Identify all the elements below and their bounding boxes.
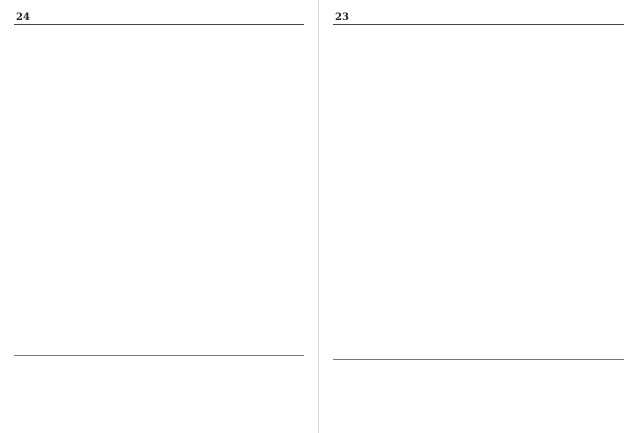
text-line: [333, 230, 624, 240]
text-line: [333, 201, 624, 211]
text-line: [14, 88, 304, 98]
footnote-line: [14, 360, 304, 368]
text-line: [333, 343, 624, 353]
text-line: [333, 244, 624, 254]
text-line: [333, 130, 624, 140]
left-page-body-after-heading: [14, 239, 304, 348]
left-page-body: [14, 31, 304, 211]
right-page-header: [333, 10, 624, 25]
text-line: [333, 173, 624, 183]
text-line: [333, 88, 624, 98]
text-line: [333, 31, 624, 41]
text-line: [14, 268, 304, 278]
left-page-footnotes: [14, 355, 304, 379]
right-page-body: [333, 31, 624, 353]
left-page-header: [14, 10, 304, 25]
right-page: [319, 0, 638, 433]
text-line: [333, 315, 624, 325]
text-line: [333, 187, 624, 197]
page-number: 23: [335, 12, 349, 23]
text-line: [333, 286, 624, 296]
text-line: [333, 258, 624, 268]
text-line: [14, 282, 304, 292]
text-line: [14, 239, 304, 249]
text-line: [14, 159, 304, 169]
section-heading: [14, 217, 304, 233]
text-line: [333, 145, 624, 155]
text-line: [14, 310, 304, 320]
text-line: [14, 45, 304, 55]
text-line: [14, 116, 304, 126]
text-line: [333, 74, 624, 84]
text-line: [14, 187, 304, 197]
text-line: [333, 215, 624, 225]
text-line: [14, 201, 304, 211]
text-line: [14, 339, 304, 349]
text-line: [14, 145, 304, 155]
text-line: [14, 59, 304, 69]
text-line: [333, 102, 624, 112]
text-line: [333, 116, 624, 126]
text-line: [333, 329, 624, 339]
text-line: [333, 59, 624, 69]
footnote-line: [333, 364, 624, 372]
text-line: [333, 272, 624, 282]
text-line: [333, 301, 624, 311]
text-line: [14, 102, 304, 112]
text-line: [14, 296, 304, 306]
text-line: [14, 74, 304, 84]
text-line: [333, 159, 624, 169]
page-number: 24: [16, 12, 30, 23]
text-line: [14, 173, 304, 183]
footnote-line: [14, 371, 304, 379]
text-line: [333, 45, 624, 55]
text-line: [14, 253, 304, 263]
text-line: [14, 31, 304, 41]
text-line: [14, 130, 304, 140]
text-line: [14, 324, 304, 334]
right-page-footnotes: [333, 359, 624, 372]
